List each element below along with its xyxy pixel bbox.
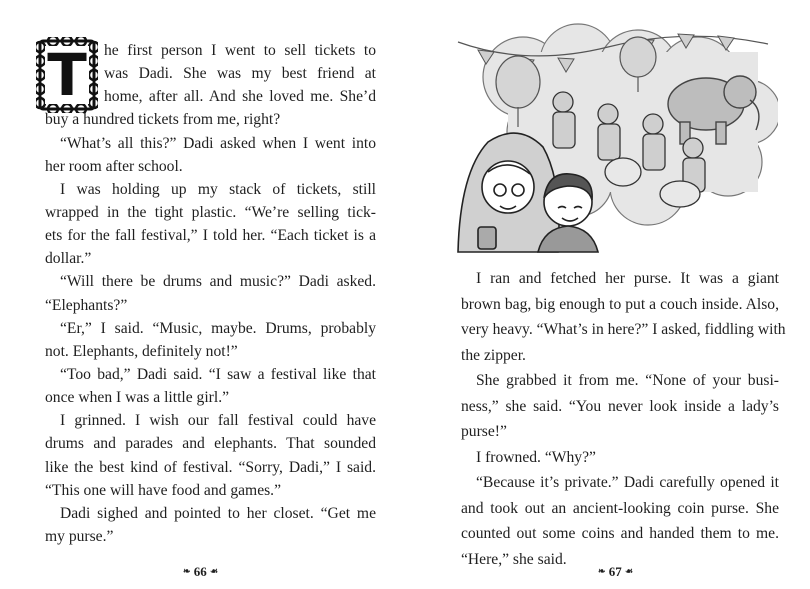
text-line: “Because it’s private.” Dadi carefully opened it [476, 474, 779, 491]
text-line: “Too bad,” Dadi said. “I saw a festival like that [60, 366, 376, 383]
text-line: once when I was a little girl.” [45, 389, 230, 406]
text-line: purse!” [461, 423, 507, 440]
text-line: brown bag, big enough to put a couch inside. Also, [461, 296, 779, 313]
text-line: not. Elephants, definitely not!” [45, 343, 238, 360]
text-line: ets for the fall festival,” I told her. “Each ticket is a [45, 227, 376, 244]
text-line: I was holding up my stack of tickets, still [60, 181, 376, 198]
text-line: She grabbed it from me. “None of your busi- [476, 372, 779, 389]
text-line: drums and parades and elephants. That sounded [45, 435, 376, 452]
text-line: Dadi sighed and pointed to her closet. “Get me [60, 505, 376, 522]
ornament-icon: ❧ [598, 566, 606, 576]
ornament-icon: ☙ [210, 566, 219, 576]
ornament-icon: ❧ [183, 566, 191, 576]
drop-cap [36, 37, 98, 113]
text-line: “What’s all this?” Dadi asked when I went into [60, 135, 376, 152]
page-number-left [183, 563, 218, 580]
text-line: I grinned. I wish our fall festival could have [60, 412, 376, 429]
text-line: “Will there be drums and music?” Dadi asked. [60, 273, 376, 290]
text-line: counted out some coins and handed them to me. [461, 525, 779, 542]
text-line: he first person I went to sell tickets to [104, 42, 376, 59]
text-line: dollar.” [45, 250, 92, 267]
text-line: I frowned. “Why?” [476, 449, 596, 466]
text-line: buy a hundred tickets from me, right? [45, 111, 281, 128]
page-number-right [598, 563, 633, 580]
text-line: home, after all. And she loved me. She’d [104, 88, 376, 105]
text-line: the zipper. [461, 347, 526, 364]
text-line: and took out an ancient-looking coin purse. She [461, 500, 779, 517]
ornament-icon: ☙ [625, 566, 634, 576]
text-line: I ran and fetched her purse. It was a giant [476, 270, 779, 287]
text-line: was Dadi. She was my best friend at [104, 65, 376, 82]
text-line: ness,” she said. “You never look inside a lady’s [461, 398, 779, 415]
text-line: wrapped in the tight plastic. “We’re selling tick- [45, 204, 376, 221]
text-line: “This one will have food and games.” [45, 482, 282, 499]
text-line: “Elephants?” [45, 297, 128, 314]
text-line: like the best kind of festival. “Sorry, Dadi,” I said. [45, 459, 376, 476]
text-line: my purse.” [45, 528, 114, 545]
festival-illustration [448, 22, 778, 254]
drop-cap-letter: T [47, 41, 87, 109]
page-number-value: 66 [193, 564, 207, 579]
text-line: her room after school. [45, 158, 183, 175]
text-line: “Er,” I said. “Music, maybe. Drums, probably [60, 320, 376, 337]
text-line: “Here,” she said. [461, 551, 567, 568]
page-number-value: 67 [608, 564, 622, 579]
text-line: very heavy. “What’s in here?” I asked, fiddling with [461, 321, 786, 338]
